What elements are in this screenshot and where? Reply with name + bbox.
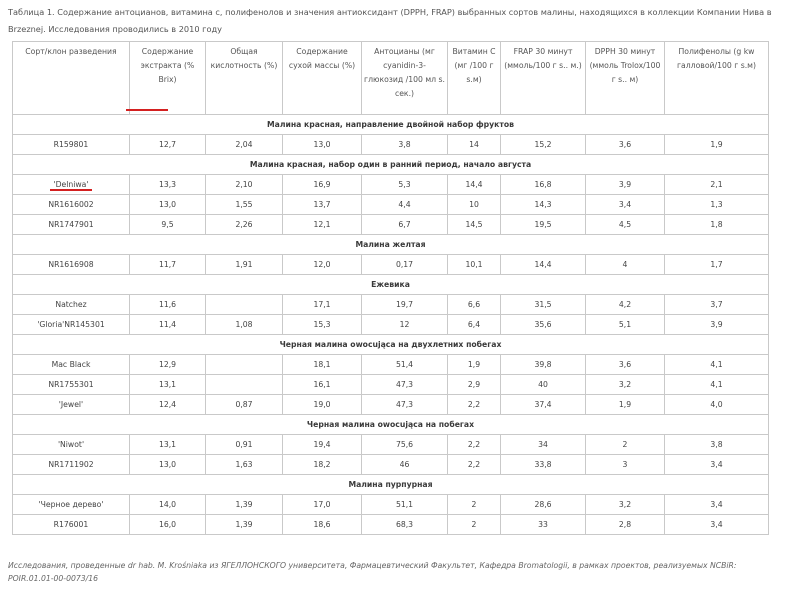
- value-cell: 4,1: [665, 375, 769, 395]
- value-cell: 1,08: [206, 315, 283, 335]
- footnote: Исследования, проведенные dr hab. M. Krośniaka из ЯГЕЛЛОНСКОГО университета, Фармацевтический Факультет, Кафедра Bromatologii, в рамках проектов, реализуемых NCBiR: POIR.01.01-00-0073/16: [8, 561, 737, 583]
- table-row: [13, 375, 769, 395]
- value-cell: 47,3: [362, 395, 448, 415]
- variety-cell: 'Jewel': [13, 395, 130, 415]
- header-red-underline: [126, 109, 168, 111]
- value-cell: 6,4: [448, 315, 501, 335]
- value-cell: 2,9: [448, 375, 501, 395]
- value-cell: 33,8: [501, 455, 586, 475]
- value-cell: 47,3: [362, 375, 448, 395]
- value-cell: 12,7: [130, 135, 206, 155]
- value-cell: 75,6: [362, 435, 448, 455]
- value-cell: 0,17: [362, 255, 448, 275]
- value-cell: 2,04: [206, 135, 283, 155]
- value-cell: 13,1: [130, 435, 206, 455]
- table-row: [13, 295, 769, 315]
- value-cell: 40: [501, 375, 586, 395]
- value-cell: 1,9: [586, 395, 665, 415]
- group-row: [13, 275, 769, 295]
- value-cell: 1,9: [665, 135, 769, 155]
- value-cell: 51,4: [362, 355, 448, 375]
- group-title: Малина желтая: [13, 235, 769, 255]
- value-cell: 31,5: [501, 295, 586, 315]
- value-cell: 3,2: [586, 375, 665, 395]
- group-title: Малина красная, направление двойной набор фруктов: [13, 115, 769, 135]
- variety-cell: R159801: [13, 135, 130, 155]
- value-cell: 2,2: [448, 455, 501, 475]
- value-cell: 3: [586, 455, 665, 475]
- variety-cell: R176001: [13, 515, 130, 535]
- value-cell: 14,5: [448, 215, 501, 235]
- value-cell: 3,9: [665, 315, 769, 335]
- column-header: Общая кислотность (%): [206, 42, 283, 115]
- value-cell: 9,5: [130, 215, 206, 235]
- column-header: Содержание сухой массы (%): [283, 42, 362, 115]
- value-cell: 11,6: [130, 295, 206, 315]
- value-cell: 15,3: [283, 315, 362, 335]
- column-header: DPPH 30 минут (ммоль Trolox/100 г s.. м): [586, 42, 665, 115]
- value-cell: 14,0: [130, 495, 206, 515]
- table-row: [13, 315, 769, 335]
- value-cell: 4: [586, 255, 665, 275]
- table-row: [13, 135, 769, 155]
- value-cell: 13,1: [130, 375, 206, 395]
- value-cell: 18,1: [283, 355, 362, 375]
- value-cell: 13,0: [130, 455, 206, 475]
- value-cell: 14,4: [448, 175, 501, 195]
- value-cell: 2: [448, 495, 501, 515]
- table-row: [13, 515, 769, 535]
- value-cell: 5,3: [362, 175, 448, 195]
- value-cell: 11,7: [130, 255, 206, 275]
- variety-cell: 'Gloria'NR145301: [13, 315, 130, 335]
- group-title: Малина пурпурная: [13, 475, 769, 495]
- table-row: [13, 255, 769, 275]
- variety-cell: NR1616002: [13, 195, 130, 215]
- value-cell: 10,1: [448, 255, 501, 275]
- value-cell: 2,1: [665, 175, 769, 195]
- value-cell: 33: [501, 515, 586, 535]
- group-title: Ежевика: [13, 275, 769, 295]
- value-cell: 46: [362, 455, 448, 475]
- value-cell: 2,8: [586, 515, 665, 535]
- variety-cell: NR1747901: [13, 215, 130, 235]
- value-cell: 3,8: [362, 135, 448, 155]
- value-cell: [206, 355, 283, 375]
- value-cell: 14,4: [501, 255, 586, 275]
- value-cell: 14: [448, 135, 501, 155]
- table-row: [13, 455, 769, 475]
- column-header: Витамин C (мг /100 г s.м): [448, 42, 501, 115]
- group-title: Черная малина owocująca на двухлетних побегах: [13, 335, 769, 355]
- value-cell: 4,2: [586, 295, 665, 315]
- value-cell: 18,2: [283, 455, 362, 475]
- value-cell: 1,55: [206, 195, 283, 215]
- table-row: [13, 395, 769, 415]
- table-row: [13, 195, 769, 215]
- value-cell: 37,4: [501, 395, 586, 415]
- value-cell: 5,1: [586, 315, 665, 335]
- group-row: [13, 155, 769, 175]
- value-cell: 2: [586, 435, 665, 455]
- value-cell: 2,26: [206, 215, 283, 235]
- value-cell: 13,3: [130, 175, 206, 195]
- value-cell: 51,1: [362, 495, 448, 515]
- value-cell: [206, 375, 283, 395]
- value-cell: 19,4: [283, 435, 362, 455]
- value-cell: 1,9: [448, 355, 501, 375]
- value-cell: 16,8: [501, 175, 586, 195]
- table-row: [13, 355, 769, 375]
- value-cell: 3,4: [665, 515, 769, 535]
- value-cell: 11,4: [130, 315, 206, 335]
- value-cell: 13,0: [283, 135, 362, 155]
- table-caption: Таблица 1. Содержание антоцианов, витамина с, полифенолов и значения антиоксидант (DPPH, FRAP) выбранных сортов малины, находящихся в коллекции Компании Нива в Brzeznej. Исследования проводились в 2010 году: [8, 7, 772, 34]
- value-cell: 12,9: [130, 355, 206, 375]
- group-title: Черная малина owocująca на побегах: [13, 415, 769, 435]
- value-cell: 2,2: [448, 435, 501, 455]
- value-cell: 4,4: [362, 195, 448, 215]
- value-cell: 3,2: [586, 495, 665, 515]
- variety-cell: 'Черное дерево': [13, 495, 130, 515]
- value-cell: 3,7: [665, 295, 769, 315]
- value-cell: 15,2: [501, 135, 586, 155]
- value-cell: 2,10: [206, 175, 283, 195]
- variety-cell: Mac Black: [13, 355, 130, 375]
- value-cell: 1,63: [206, 455, 283, 475]
- value-cell: 12,4: [130, 395, 206, 415]
- value-cell: 3,6: [586, 135, 665, 155]
- value-cell: 3,4: [586, 195, 665, 215]
- value-cell: 0,91: [206, 435, 283, 455]
- value-cell: 4,1: [665, 355, 769, 375]
- value-cell: 14,3: [501, 195, 586, 215]
- value-cell: 3,4: [665, 495, 769, 515]
- table-row: [13, 495, 769, 515]
- value-cell: 1,39: [206, 515, 283, 535]
- group-row: [13, 415, 769, 435]
- value-cell: 12: [362, 315, 448, 335]
- value-cell: 4,0: [665, 395, 769, 415]
- table-row: [13, 175, 769, 195]
- header-row: [13, 42, 769, 115]
- variety-cell: Natchez: [13, 295, 130, 315]
- variety-cell: NR1755301: [13, 375, 130, 395]
- value-cell: 16,0: [130, 515, 206, 535]
- value-cell: 6,7: [362, 215, 448, 235]
- column-header: FRAP 30 минут (ммоль/100 г s.. м.): [501, 42, 586, 115]
- value-cell: 12,1: [283, 215, 362, 235]
- value-cell: 34: [501, 435, 586, 455]
- value-cell: 1,3: [665, 195, 769, 215]
- value-cell: 1,91: [206, 255, 283, 275]
- value-cell: 4,5: [586, 215, 665, 235]
- value-cell: 68,3: [362, 515, 448, 535]
- value-cell: 19,5: [501, 215, 586, 235]
- value-cell: 6,6: [448, 295, 501, 315]
- value-cell: 18,6: [283, 515, 362, 535]
- value-cell: 19,0: [283, 395, 362, 415]
- table-row: [13, 215, 769, 235]
- column-header: Полифенолы (g kw галловой/100 г s.м): [665, 42, 769, 115]
- value-cell: 17,1: [283, 295, 362, 315]
- table-row: [13, 435, 769, 455]
- variety-cell: NR1711902: [13, 455, 130, 475]
- value-cell: 3,6: [586, 355, 665, 375]
- value-cell: 16,9: [283, 175, 362, 195]
- group-title: Малина красная, набор один в ранний период, начало августа: [13, 155, 769, 175]
- value-cell: 1,8: [665, 215, 769, 235]
- value-cell: 12,0: [283, 255, 362, 275]
- value-cell: 19,7: [362, 295, 448, 315]
- group-row: [13, 115, 769, 135]
- value-cell: 1,7: [665, 255, 769, 275]
- value-cell: 3,8: [665, 435, 769, 455]
- value-cell: 28,6: [501, 495, 586, 515]
- value-cell: 0,87: [206, 395, 283, 415]
- column-header: Сорт/клон разведения: [13, 42, 130, 115]
- group-row: [13, 235, 769, 255]
- highlighted-variety: 'Delniwa': [53, 180, 89, 189]
- group-row: [13, 475, 769, 495]
- value-cell: 17,0: [283, 495, 362, 515]
- variety-cell: [13, 175, 130, 195]
- variety-cell: 'Niwot': [13, 435, 130, 455]
- value-cell: 16,1: [283, 375, 362, 395]
- value-cell: 13,7: [283, 195, 362, 215]
- value-cell: [206, 295, 283, 315]
- column-header: Антоцианы (мг cyanidin-3-глюкозид /100 мл s. сек.): [362, 42, 448, 115]
- value-cell: 2,2: [448, 395, 501, 415]
- value-cell: 35,6: [501, 315, 586, 335]
- value-cell: 2: [448, 515, 501, 535]
- variety-cell: NR1616908: [13, 255, 130, 275]
- value-cell: 3,9: [586, 175, 665, 195]
- value-cell: 10: [448, 195, 501, 215]
- group-row: [13, 335, 769, 355]
- column-header: Содержание экстракта (% Brix): [130, 42, 206, 115]
- value-cell: 1,39: [206, 495, 283, 515]
- value-cell: 3,4: [665, 455, 769, 475]
- value-cell: 39,8: [501, 355, 586, 375]
- data-table: [12, 41, 769, 535]
- value-cell: 13,0: [130, 195, 206, 215]
